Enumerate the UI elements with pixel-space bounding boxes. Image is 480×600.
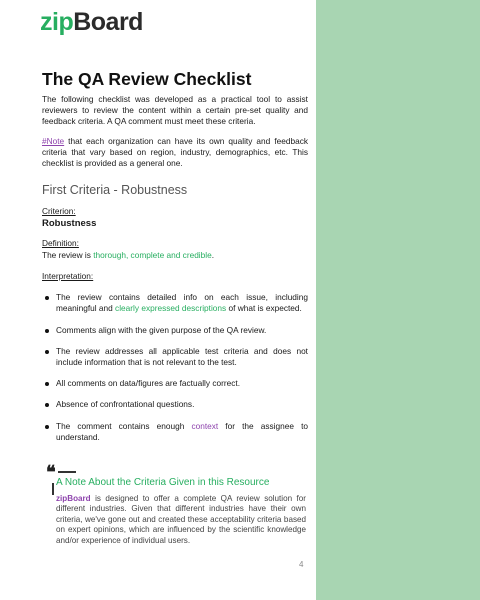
- list-item: Comments align with the given purpose of the QA review.: [42, 325, 308, 336]
- definition-post: .: [211, 250, 215, 261]
- criterion-label: Criterion:: [42, 206, 76, 217]
- definition-text: [42, 250, 308, 261]
- quote-bar: [52, 483, 54, 495]
- bullet-1-post: of what is expected.: [226, 303, 302, 314]
- definition-label: Definition:: [42, 238, 79, 249]
- list-item: [42, 421, 308, 443]
- list-item: All comments on data/figures are factually correct.: [42, 378, 308, 389]
- quote-icon: ❝: [46, 462, 56, 483]
- note-text: that each organization can have its own quality and feedback criteria that vary based on region, industry, demographics, etc. This checklist is provided as a general one.: [42, 135, 308, 169]
- zipboard-logo: [40, 8, 143, 37]
- bullet-6-pre: The comment contains enough: [56, 420, 192, 431]
- callout-body: is designed to offer a complete QA review solution for different industries. Given that different industries have their own criteria, we've gone out and created these acceptability criteria based on expert opinions, which are influenced by the scientific knowledge and/or experience of individual users.: [56, 494, 306, 545]
- list-item: [42, 292, 308, 314]
- callout-brand: zipBoard: [56, 494, 91, 503]
- list-item: Absence of confrontational questions.: [42, 399, 308, 410]
- interpretation-list: [42, 292, 308, 443]
- list-item: The review addresses all applicable test criteria and does not include information that is not relevant to the test.: [42, 346, 308, 368]
- bullet-1-pre: The review contains detailed info on each issue, including meaningful and: [56, 292, 308, 314]
- bullet-6-post: for the assignee to understand.: [56, 420, 308, 442]
- bullet-6-highlight: context: [191, 420, 219, 431]
- page-number: 4: [299, 560, 304, 569]
- quote-divider: [58, 471, 76, 473]
- intro-paragraph: The following checklist was developed as a practical tool to assist reviewers to review the content within a certain pre-set quality and feedback criteria. A QA comment must meet these criteria.: [42, 94, 308, 127]
- main-content: [42, 68, 308, 453]
- definition-highlight: thorough, complete and credible: [93, 250, 212, 261]
- section-title: First Criteria - Robustness: [42, 183, 188, 198]
- note-paragraph: [42, 136, 308, 170]
- callout-title: A Note About the Criteria Given in this Resource: [56, 477, 270, 488]
- note-tag[interactable]: #Note: [42, 135, 65, 146]
- page-title: The QA Review Checklist: [42, 69, 252, 89]
- interpretation-label: Interpretation:: [42, 271, 94, 282]
- logo-zip: zip: [40, 8, 74, 36]
- bullet-1-highlight: clearly expressed descriptions: [115, 303, 227, 314]
- callout-text: [56, 494, 306, 546]
- definition-pre: The review is: [42, 250, 94, 261]
- side-panel: [316, 0, 480, 600]
- criterion-value: Robustness: [42, 218, 97, 230]
- logo-board: Board: [73, 8, 143, 36]
